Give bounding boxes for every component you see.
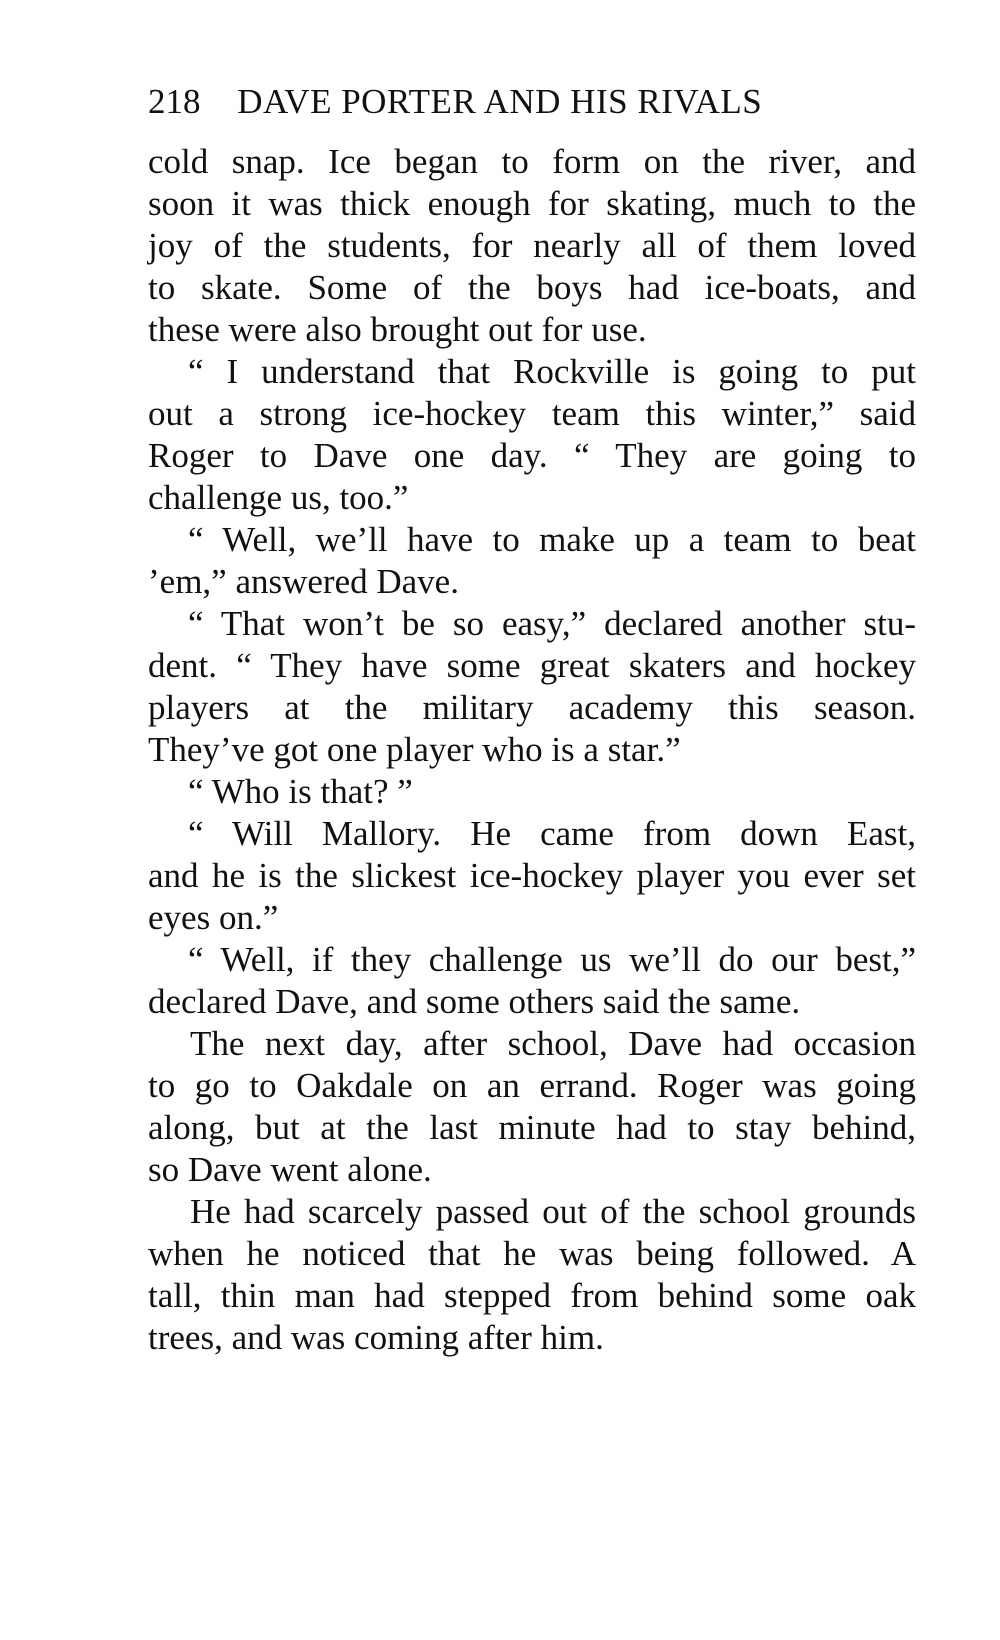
text-line: “ Will Mallory. He came from down East, — [188, 814, 916, 853]
text-line: challenge us, too.” — [148, 478, 409, 517]
text-line: players at the military academy this season. — [148, 688, 916, 727]
text-line: joy of the students, for nearly all of them loved — [148, 226, 916, 265]
text-line: soon it was thick enough for skating, much to the — [148, 184, 916, 223]
page-number: 218 — [148, 82, 201, 121]
text-line: “ Well, if they challenge us we’ll do our best,” — [188, 940, 916, 979]
text-line: “ That won’t be so easy,” declared another stu- — [188, 604, 916, 643]
text-line: tall, thin man had stepped from behind some oak — [148, 1276, 916, 1315]
text-line: eyes on.” — [148, 898, 279, 937]
body-text — [148, 141, 916, 1359]
text-line: to go to Oakdale on an errand. Roger was going — [148, 1066, 916, 1105]
text-line: trees, and was coming after him. — [148, 1318, 604, 1357]
text-line: “ Well, we’ll have to make up a team to beat — [188, 520, 916, 559]
text-line: They’ve got one player who is a star.” — [148, 730, 681, 769]
text-line: out a strong ice-hockey team this winter,” said — [148, 394, 916, 433]
text-line: Roger to Dave one day. “ They are going to — [148, 436, 916, 475]
text-line: these were also brought out for use. — [148, 310, 647, 349]
text-line: ’em,” answered Dave. — [148, 562, 459, 601]
text-line: so Dave went alone. — [148, 1150, 432, 1189]
running-title: DAVE PORTER AND HIS RIVALS — [237, 82, 763, 121]
text-line: declared Dave, and some others said the same. — [148, 982, 801, 1021]
text-line: and he is the slickest ice-hockey player you ever set — [148, 856, 916, 895]
text-line: The next day, after school, Dave had occasion — [190, 1024, 916, 1063]
page-header — [148, 82, 848, 122]
text-line: dent. “ They have some great skaters and hockey — [148, 646, 916, 685]
text-line: He had scarcely passed out of the school grounds — [190, 1192, 916, 1231]
text-line: when he noticed that he was being followed. A — [148, 1234, 916, 1273]
text-line: cold snap. Ice began to form on the river, and — [148, 142, 916, 181]
text-line: “ Who is that? ” — [188, 772, 413, 811]
text-line: “ I understand that Rockville is going to put — [188, 352, 916, 391]
text-line: along, but at the last minute had to stay behind, — [148, 1108, 916, 1147]
text-line: to skate. Some of the boys had ice-boats, and — [148, 268, 916, 307]
